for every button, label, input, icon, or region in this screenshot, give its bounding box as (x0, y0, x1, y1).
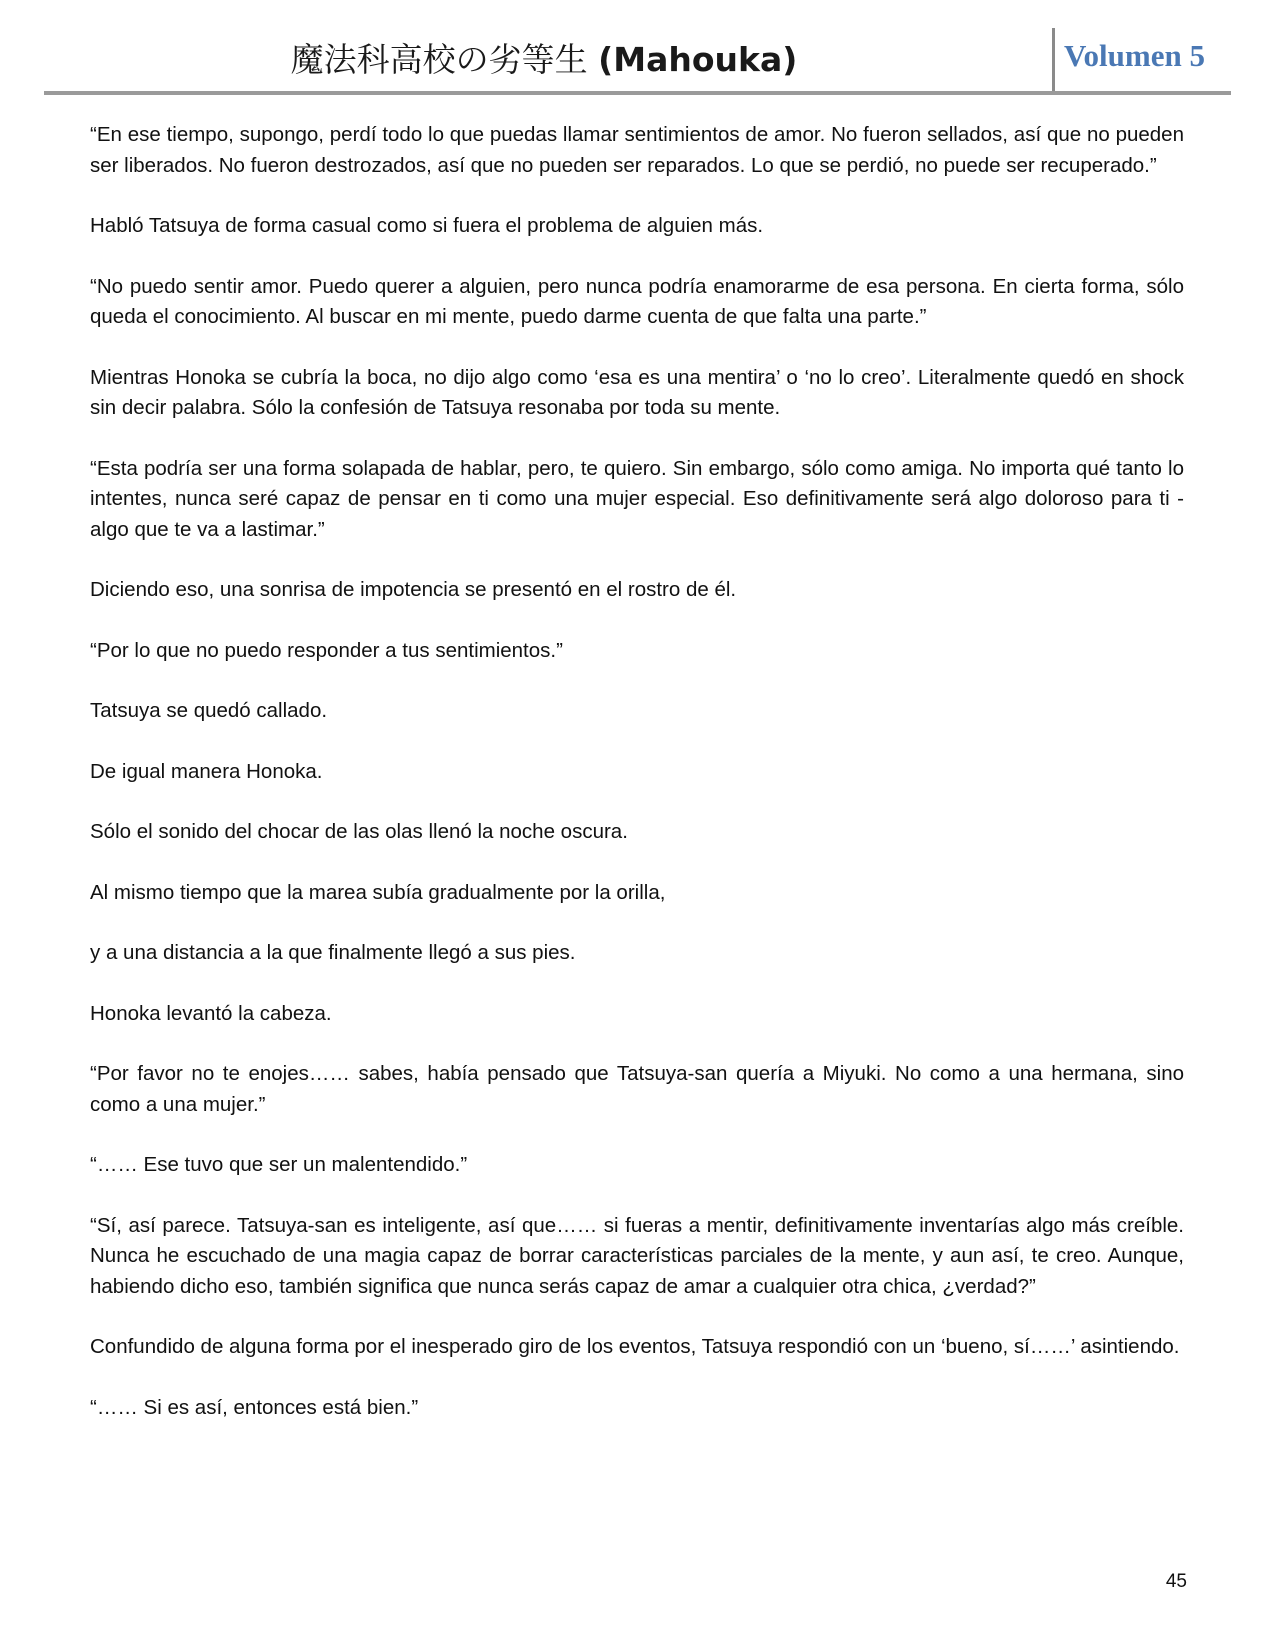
page-body (90, 120, 1184, 1453)
paragraph: Honoka levantó la cabeza. (90, 1001, 332, 1025)
paragraph: “Esta podría ser una forma solapada de hablar, pero, te quiero. Sin embargo, sólo como amiga. No importa qué tanto lo intentes, nunca seré capaz de pensar en ti como una mujer especial. Eso definitivamente será algo doloroso para ti - algo que te va a lastimar.” (90, 456, 1184, 541)
header-rule (44, 91, 1231, 95)
paragraph: “…… Si es así, entonces está bien.” (90, 1395, 419, 1419)
paragraph: y a una distancia a la que finalmente llegó a sus pies. (90, 941, 576, 964)
paragraph: Habló Tatsuya de forma casual como si fuera el problema de alguien más. (90, 214, 764, 237)
book-title (44, 38, 1044, 82)
page-header (44, 28, 1231, 92)
header-divider (1052, 28, 1055, 92)
book-title-series: (Mahouka) (598, 40, 798, 79)
paragraph: “Por favor no te enojes…… sabes, había pensado que Tatsuya-san quería a Miyuki. No como a una hermana, sino como a una mujer.” (90, 1062, 1184, 1116)
paragraph: Diciendo eso, una sonrisa de impotencia se presentó en el rostro de él. (90, 578, 737, 601)
page-number: 45 (1165, 1571, 1187, 1592)
paragraph: Mientras Honoka se cubría la boca, no dijo algo como ‘esa es una mentira’ o ‘no lo creo’. Literalmente quedó en shock sin decir palabra. Sólo la confesión de Tatsuya resonaba por toda su mente. (90, 365, 1184, 419)
paragraph: “…… Ese tuvo que ser un malentendido.” (90, 1153, 468, 1176)
paragraph: Al mismo tiempo que la marea subía gradualmente por la orilla, (90, 880, 666, 904)
paragraph: Confundido de alguna forma por el inesperado giro de los eventos, Tatsuya respondió con un ‘bueno, sí……’ asintiendo. (90, 1335, 1180, 1358)
paragraph: “Por lo que no puedo responder a tus sentimientos.” (90, 638, 563, 662)
paragraph: Sólo el sonido del chocar de las olas llenó la noche oscura. (90, 820, 628, 843)
paragraph: “En ese tiempo, supongo, perdí todo lo que puedas llamar sentimientos de amor. No fueron sellados, así que no pueden ser liberados. No fueron destrozados, así que no pueden ser reparados. Lo que se perdió, no puede ser recuperado.” (90, 123, 1184, 177)
paragraph: “No puedo sentir amor. Puedo querer a alguien, pero nunca podría enamorarme de esa persona. En cierta forma, sólo queda el conocimiento. Al buscar en mi mente, puedo darme cuenta de que falta una parte.” (90, 274, 1184, 328)
book-title-japanese: 魔法科高校の劣等生 (290, 40, 588, 79)
paragraph: “Sí, así parece. Tatsuya-san es inteligente, así que…… si fueras a mentir, definitivamente inventarías algo más creíble. Nunca he escuchado de una magia capaz de borrar características parciales de la mente, y aun así, te creo. Aunque, habiendo dicho eso, también significa que nunca serás capaz de amar a cualquier otra chica, ¿verdad?” (90, 1213, 1184, 1298)
volume-label: Volumen 5 (1064, 38, 1205, 73)
paragraph: De igual manera Honoka. (90, 759, 323, 783)
paragraph: Tatsuya se quedó callado. (90, 699, 328, 722)
